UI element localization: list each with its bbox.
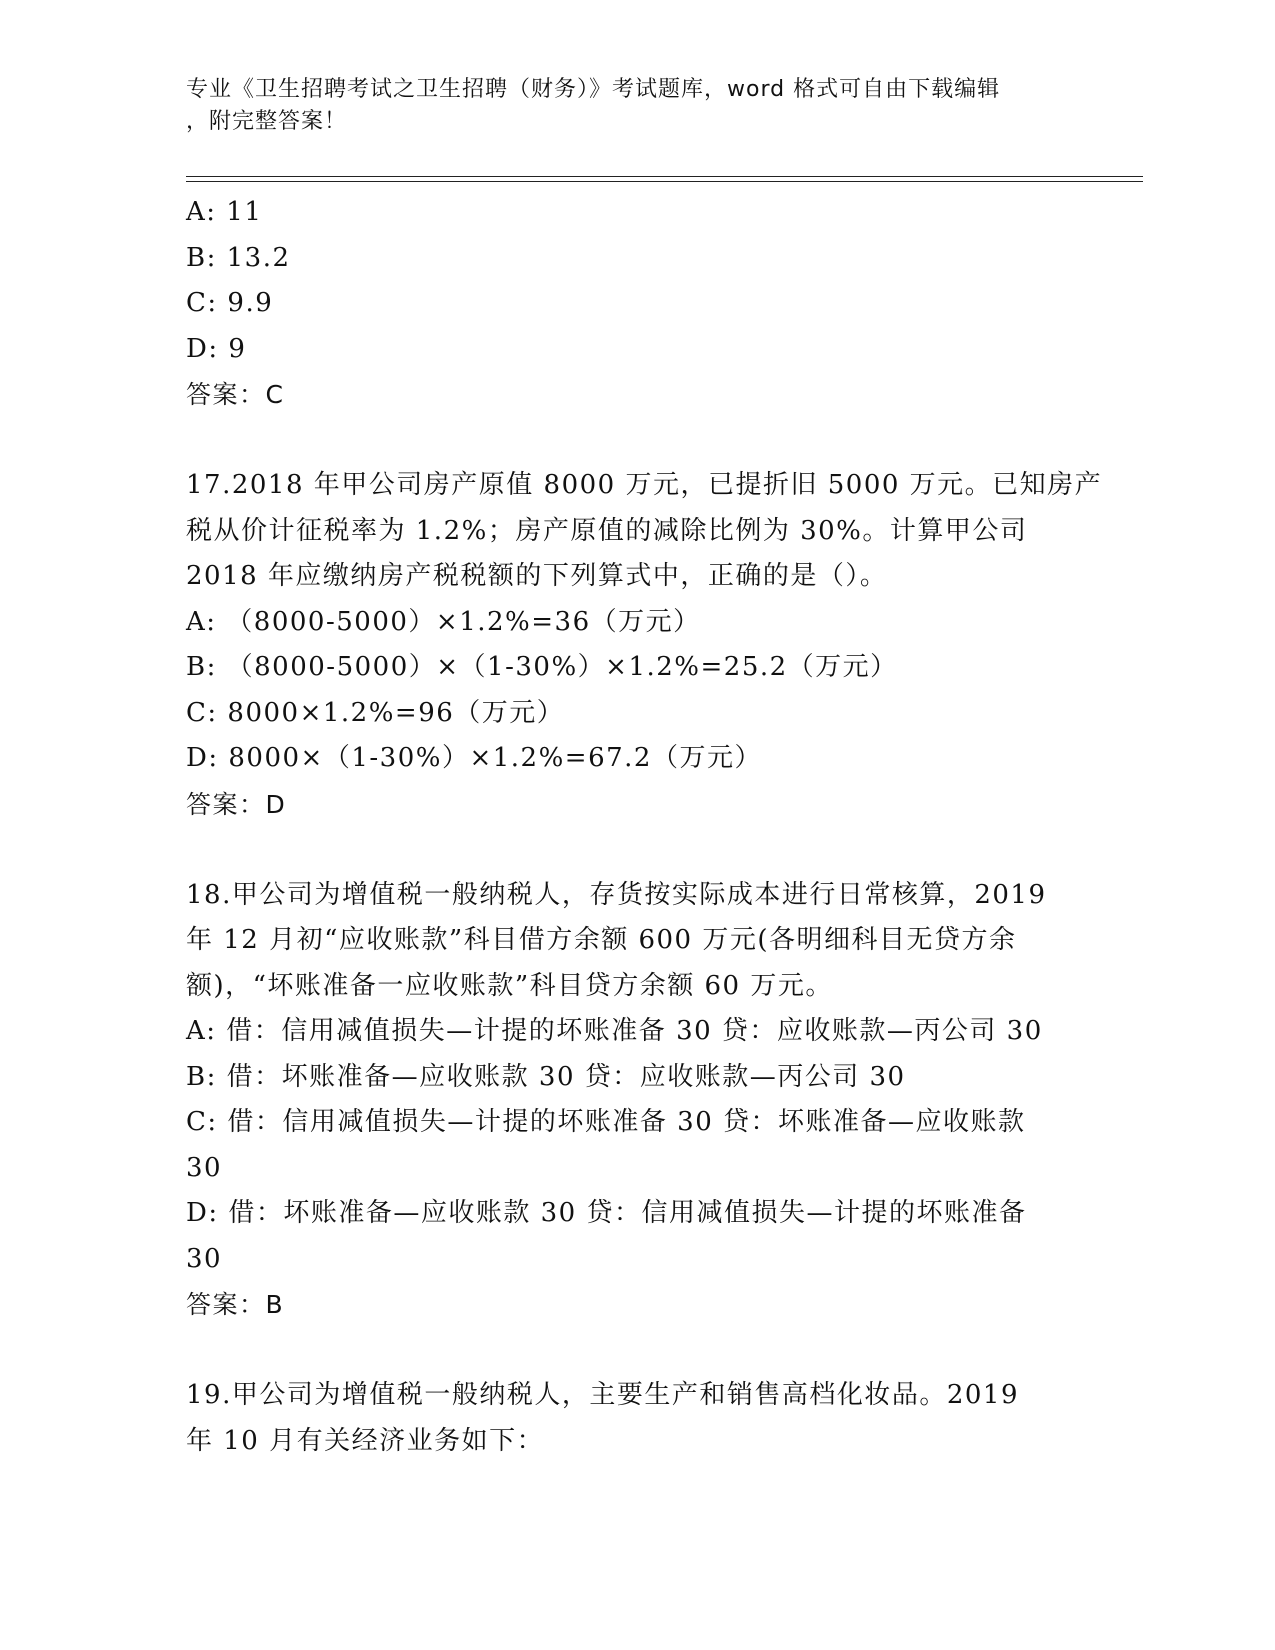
option-c-continued: 30 xyxy=(186,1152,223,1183)
question-stem-line: 额)，“坏账准备一应收账款”科目贷方余额 60 万元。 xyxy=(186,970,833,1001)
option-d: D: 8000×（1-30%）×1.2%=67.2（万元） xyxy=(186,743,762,773)
header-line-1: 专业《卫生招聘考试之卫生招聘（财务）》考试题库，word 格式可自由下载编辑 xyxy=(186,77,1001,102)
option-c: C: 借：信用减值损失—计提的坏账准备 30 贷：坏账准备—应收账款 xyxy=(186,1107,1026,1137)
option-d-continued: 30 xyxy=(186,1243,223,1274)
option-b: B: 借：坏账准备—应收账款 30 贷：应收账款—丙公司 30 xyxy=(186,1061,906,1092)
question-19 xyxy=(186,1373,1086,1464)
option-a: A: （8000-5000）×1.2%=36（万元） xyxy=(186,606,701,637)
document-header xyxy=(186,74,1086,138)
question-stem-line: 年 10 月有关经济业务如下： xyxy=(186,1425,545,1456)
question-stem-line: 17.2018 年甲公司房产原值 8000 万元，已提折旧 5000 万元。已知房产 xyxy=(186,470,1103,500)
question-18 xyxy=(186,873,1086,1328)
question-stem-line: 2018 年应缴纳房产税税额的下列算式中，正确的是（）。 xyxy=(186,561,888,591)
option-c: C: 9.9 xyxy=(186,288,274,318)
spacer xyxy=(186,418,1086,464)
answer-line: 答案：B xyxy=(186,1290,285,1319)
spacer xyxy=(186,1328,1086,1374)
answer-line: 答案：C xyxy=(186,380,285,409)
option-b: B: （8000-5000）×（1-30%）×1.2%=25.2（万元） xyxy=(186,652,898,682)
option-a: A: 11 xyxy=(186,197,263,227)
question-16 xyxy=(186,190,1086,418)
question-17 xyxy=(186,463,1103,827)
question-stem-line: 19.甲公司为增值税一般纳税人，主要生产和销售高档化妆品。2019 xyxy=(186,1380,1020,1410)
option-c: C: 8000×1.2%=96（万元） xyxy=(186,697,565,728)
option-b: B: 13.2 xyxy=(186,242,291,273)
header-rule-bottom xyxy=(186,181,1143,182)
spacer xyxy=(186,827,1086,873)
question-stem-line: 年 12 月初“应收账款”科目借方余额 600 万元(各明细科目无贷方余 xyxy=(186,925,1017,955)
option-d: D: 借：坏账准备—应收账款 30 贷：信用减值损失—计提的坏账准备 xyxy=(186,1198,1027,1228)
answer-line: 答案：D xyxy=(186,789,287,819)
question-stem-line: 18.甲公司为增值税一般纳税人，存货按实际成本进行日常核算，2019 xyxy=(186,879,1047,910)
option-a: A: 借：信用减值损失—计提的坏账准备 30 贷：应收账款—丙公司 30 xyxy=(186,1016,1043,1046)
option-d: D: 9 xyxy=(186,333,247,364)
document-body xyxy=(186,190,1103,1464)
question-stem-line: 税从价计征税率为 1.2%；房产原值的减除比例为 30%。计算甲公司 xyxy=(186,515,1028,546)
header-rule-top xyxy=(186,176,1143,177)
header-line-2: ，附完整答案！ xyxy=(186,109,348,134)
